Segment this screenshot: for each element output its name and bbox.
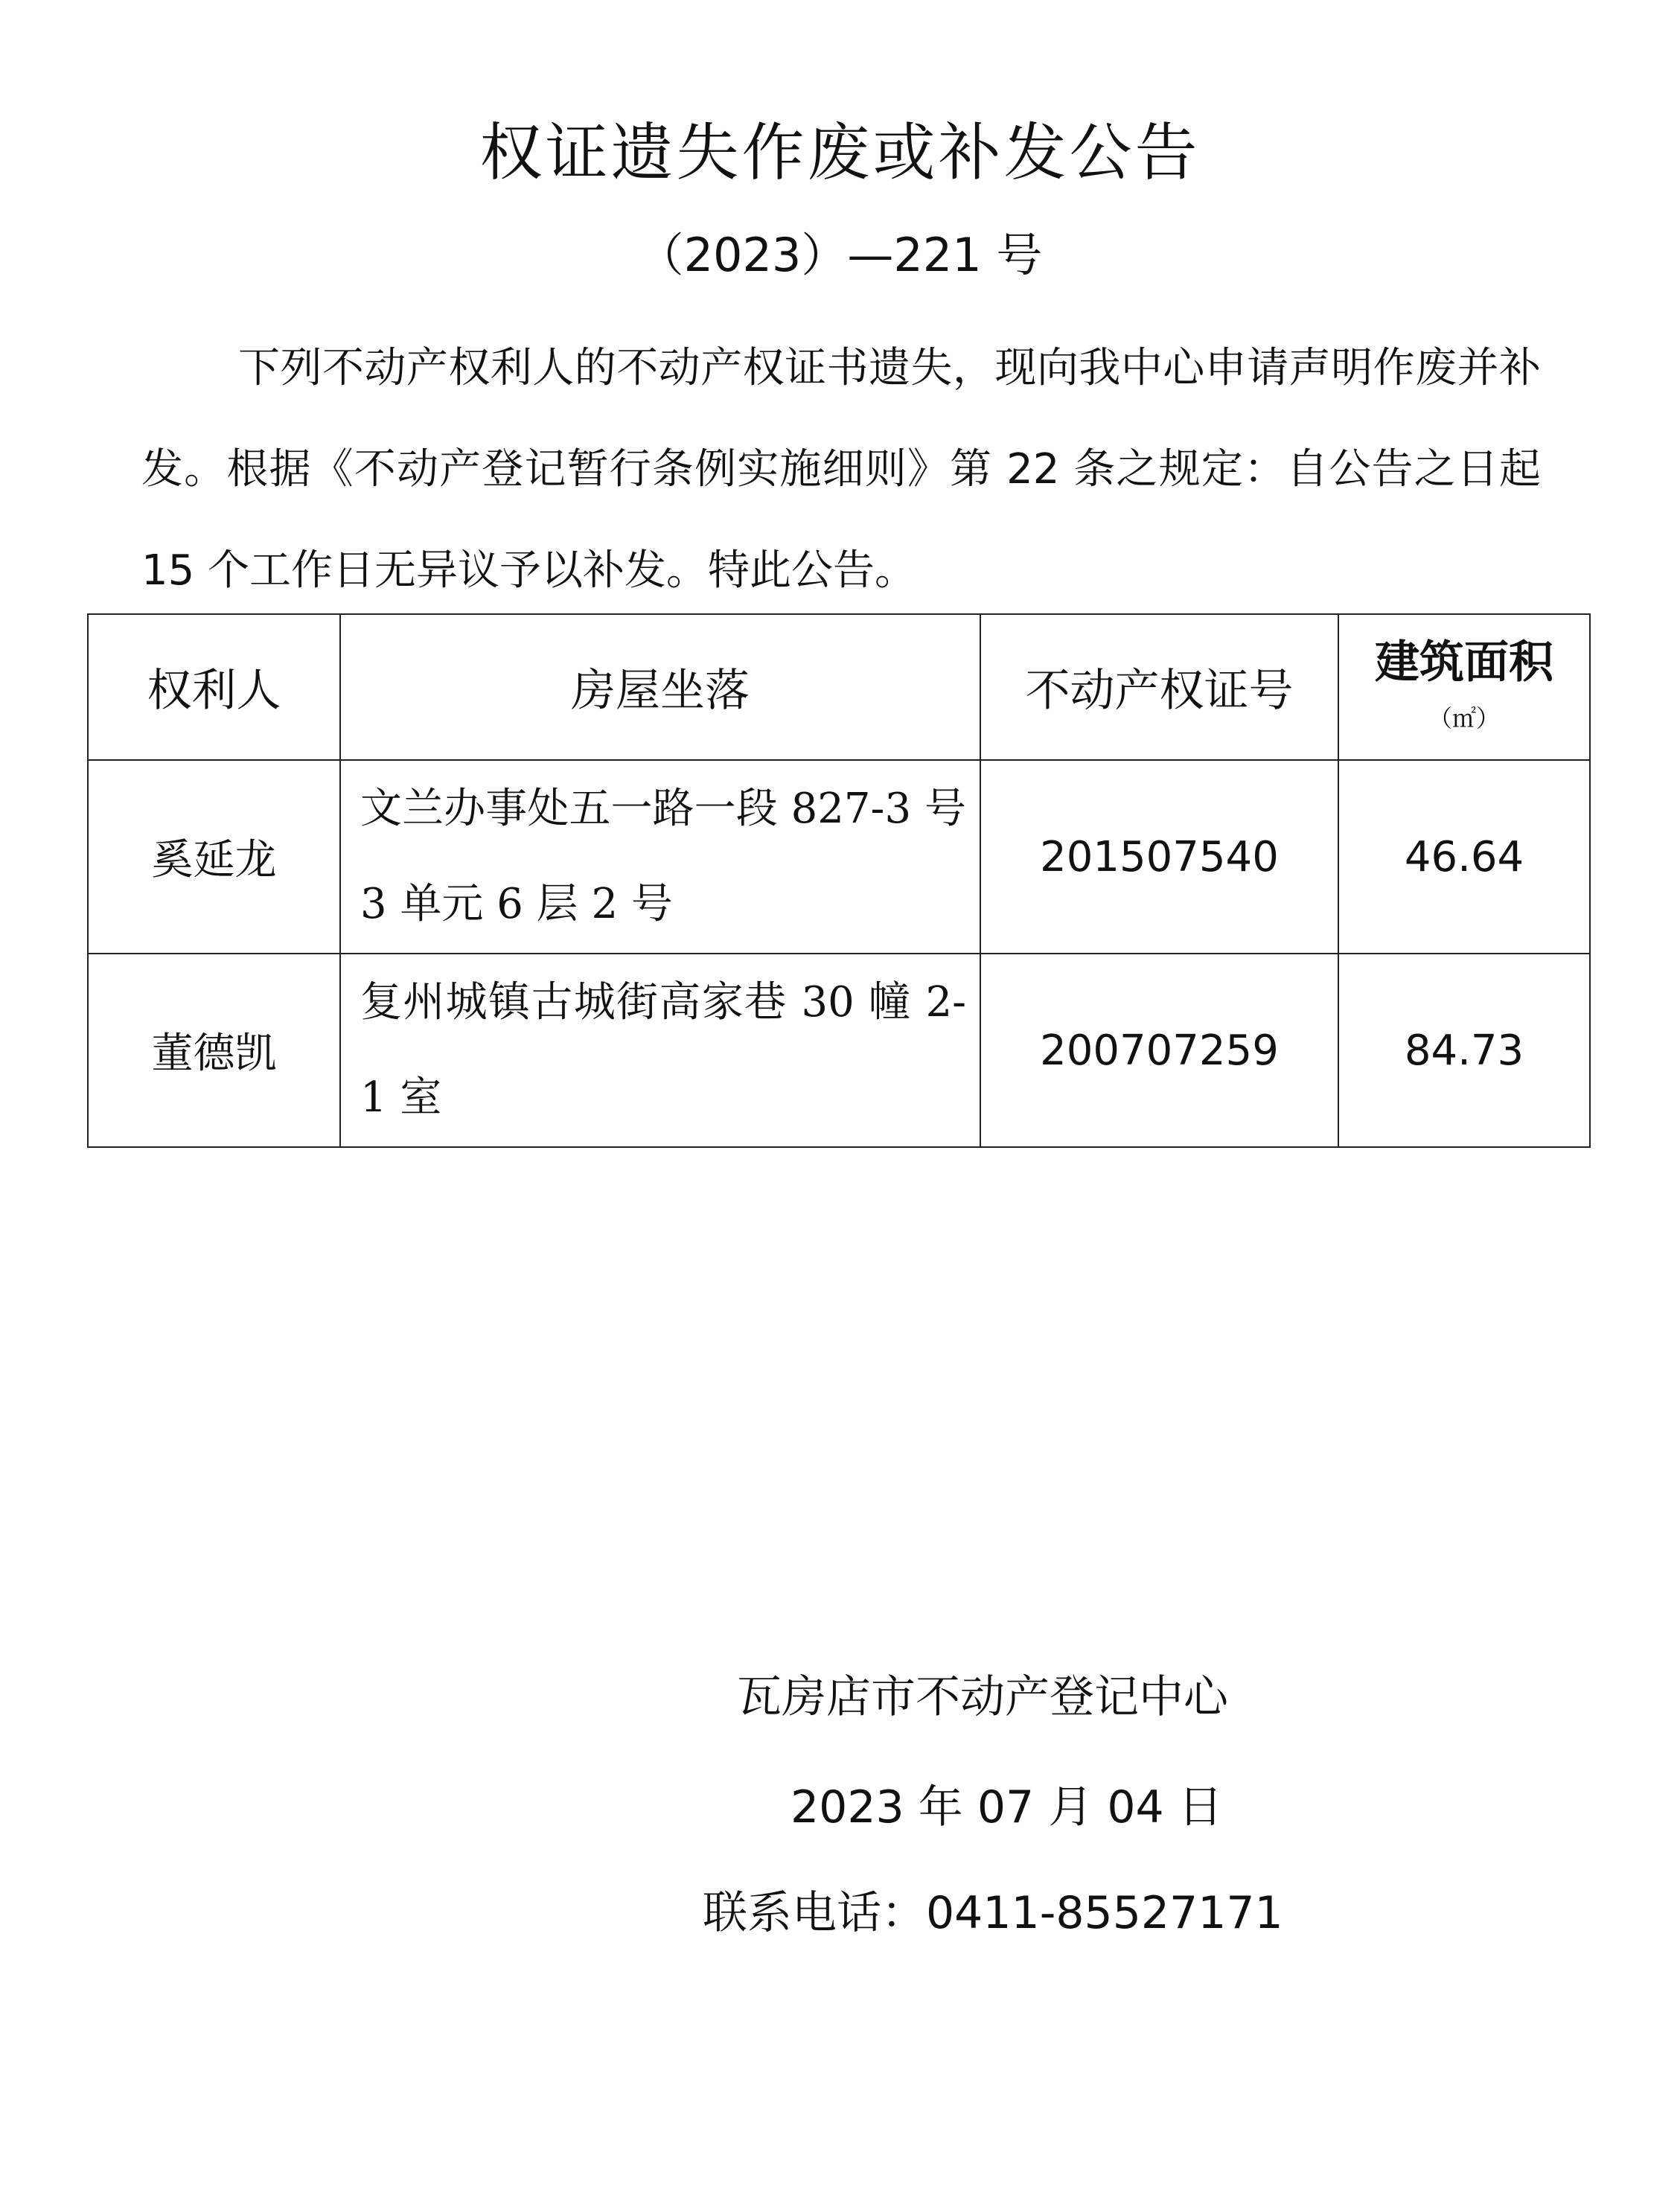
area-cell: 84.73 xyxy=(1338,954,1590,1147)
cert-no-cell: 200707259 xyxy=(980,954,1338,1147)
address-cell: 复州城镇古城街高家巷 30 幢 2-1 室 xyxy=(340,954,980,1147)
header-address: 房屋坐落 xyxy=(340,614,980,760)
table-header-row xyxy=(88,614,1590,760)
area-cell: 46.64 xyxy=(1338,760,1590,954)
owner-cell: 董德凯 xyxy=(88,954,340,1147)
table-row xyxy=(88,760,1590,954)
records-table xyxy=(87,613,1591,1148)
header-owner: 权利人 xyxy=(88,614,340,760)
notice-body: 下列不动产权利人的不动产权证书遗失，现向我中心申请声明作废并补发。根据《不动产登记暂行条例实施细则》第 22 条之规定：自公告之日起 15 个工作日无异议予以补发。特此公告。 xyxy=(141,344,1541,595)
header-area-title: 建筑面积 xyxy=(1375,636,1553,689)
table-row xyxy=(88,954,1590,1147)
phone-text: 联系电话：0411-85527171 xyxy=(703,1887,1283,1939)
header-area-unit: （㎡） xyxy=(1428,704,1500,732)
date-text: 2023 年 07 月 04 日 xyxy=(791,1781,1223,1833)
owner-cell: 奚延龙 xyxy=(88,760,340,954)
header-cert-no: 不动产权证号 xyxy=(980,614,1338,760)
header-area xyxy=(1338,614,1590,760)
cert-no-cell: 201507540 xyxy=(980,760,1338,954)
address-cell: 文兰办事处五一路一段 827-3 号 3 单元 6 层 2 号 xyxy=(340,760,980,954)
notice-number: （2023）—221 号 xyxy=(637,228,1043,282)
notice-title: 权证遗失作废或补发公告 xyxy=(479,116,1201,189)
organization-name: 瓦房店市不动产登记中心 xyxy=(737,1671,1228,1723)
